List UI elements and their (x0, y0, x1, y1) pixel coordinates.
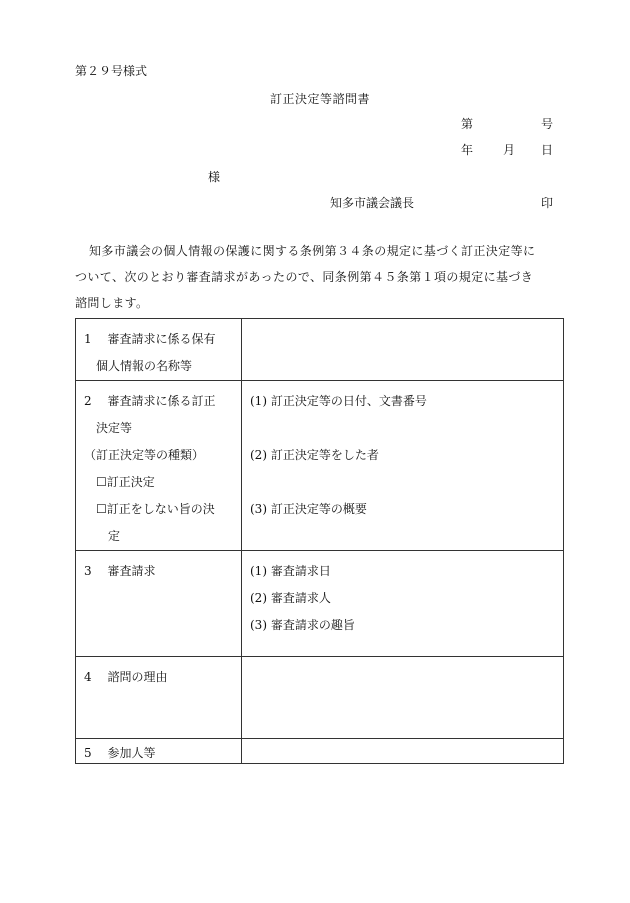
table-row (76, 739, 564, 764)
row5-value-cell[interactable] (242, 739, 564, 764)
row1-value-cell[interactable] (242, 319, 564, 381)
row5-label: 5 参加人等 (84, 746, 156, 760)
row3-item: (2) 審査請求人 (250, 591, 331, 605)
row3-label: 3 審査請求 (84, 564, 156, 578)
seal-mark: 印 (541, 196, 554, 210)
addressee-honorific: 様 (208, 170, 221, 184)
document-title: 訂正決定等諮問書 (270, 92, 371, 106)
date-year-label: 年 (461, 143, 474, 157)
row2-item: (3) 訂正決定等の概要 (250, 502, 367, 516)
row4-value-cell[interactable] (242, 657, 564, 739)
checkbox-correction-decision[interactable]: ☐訂正決定 (96, 475, 155, 489)
checkbox-no-correction-decision[interactable]: ☐訂正をしない旨の決 (96, 502, 215, 516)
document-number-suffix: 号 (541, 117, 554, 131)
date-month-label: 月 (503, 143, 516, 157)
row2-label-cont: 決定等 (96, 421, 133, 435)
paragraph-line: 知多市議会の個人情報の保護に関する条例第３４条の規定に基づく訂正決定等に (89, 244, 536, 258)
table-row (76, 319, 564, 381)
table-row (76, 381, 564, 551)
row3-item: (3) 審査請求の趣旨 (250, 618, 355, 632)
row4-label-cell (76, 657, 242, 739)
row2-item: (2) 訂正決定等をした者 (250, 448, 379, 462)
table-row (76, 657, 564, 739)
row5-label-cell (76, 739, 242, 764)
row2-value-cell[interactable] (242, 381, 564, 551)
row1-label: 1 審査請求に係る保有 (84, 332, 216, 346)
table-row (76, 551, 564, 657)
sender-name: 知多市議会議長 (330, 196, 415, 210)
row1-label-cont: 個人情報の名称等 (96, 359, 193, 373)
paragraph-line: 諮問します。 (75, 296, 149, 310)
form-number: 第２９号様式 (75, 64, 148, 78)
inquiry-table (75, 318, 564, 764)
row2-item: (1) 訂正決定等の日付、文書番号 (250, 394, 427, 408)
date-day-label: 日 (541, 143, 554, 157)
row1-label-cell (76, 319, 242, 381)
row2-label-cell (76, 381, 242, 551)
row3-value-cell[interactable] (242, 551, 564, 657)
row4-label: 4 諮問の理由 (84, 670, 168, 684)
row3-item: (1) 審査請求日 (250, 564, 331, 578)
row2-label: 2 審査請求に係る訂正 (84, 394, 216, 408)
row3-label-cell (76, 551, 242, 657)
paragraph-line: ついて、次のとおり審査請求があったので、同条例第４５条第１項の規定に基づき (75, 270, 534, 284)
document-number-prefix: 第 (461, 117, 474, 131)
decision-type-heading: （訂正決定等の種類） (84, 448, 205, 462)
body-paragraph (75, 238, 565, 316)
checkbox-no-correction-decision-cont: 定 (108, 529, 121, 543)
